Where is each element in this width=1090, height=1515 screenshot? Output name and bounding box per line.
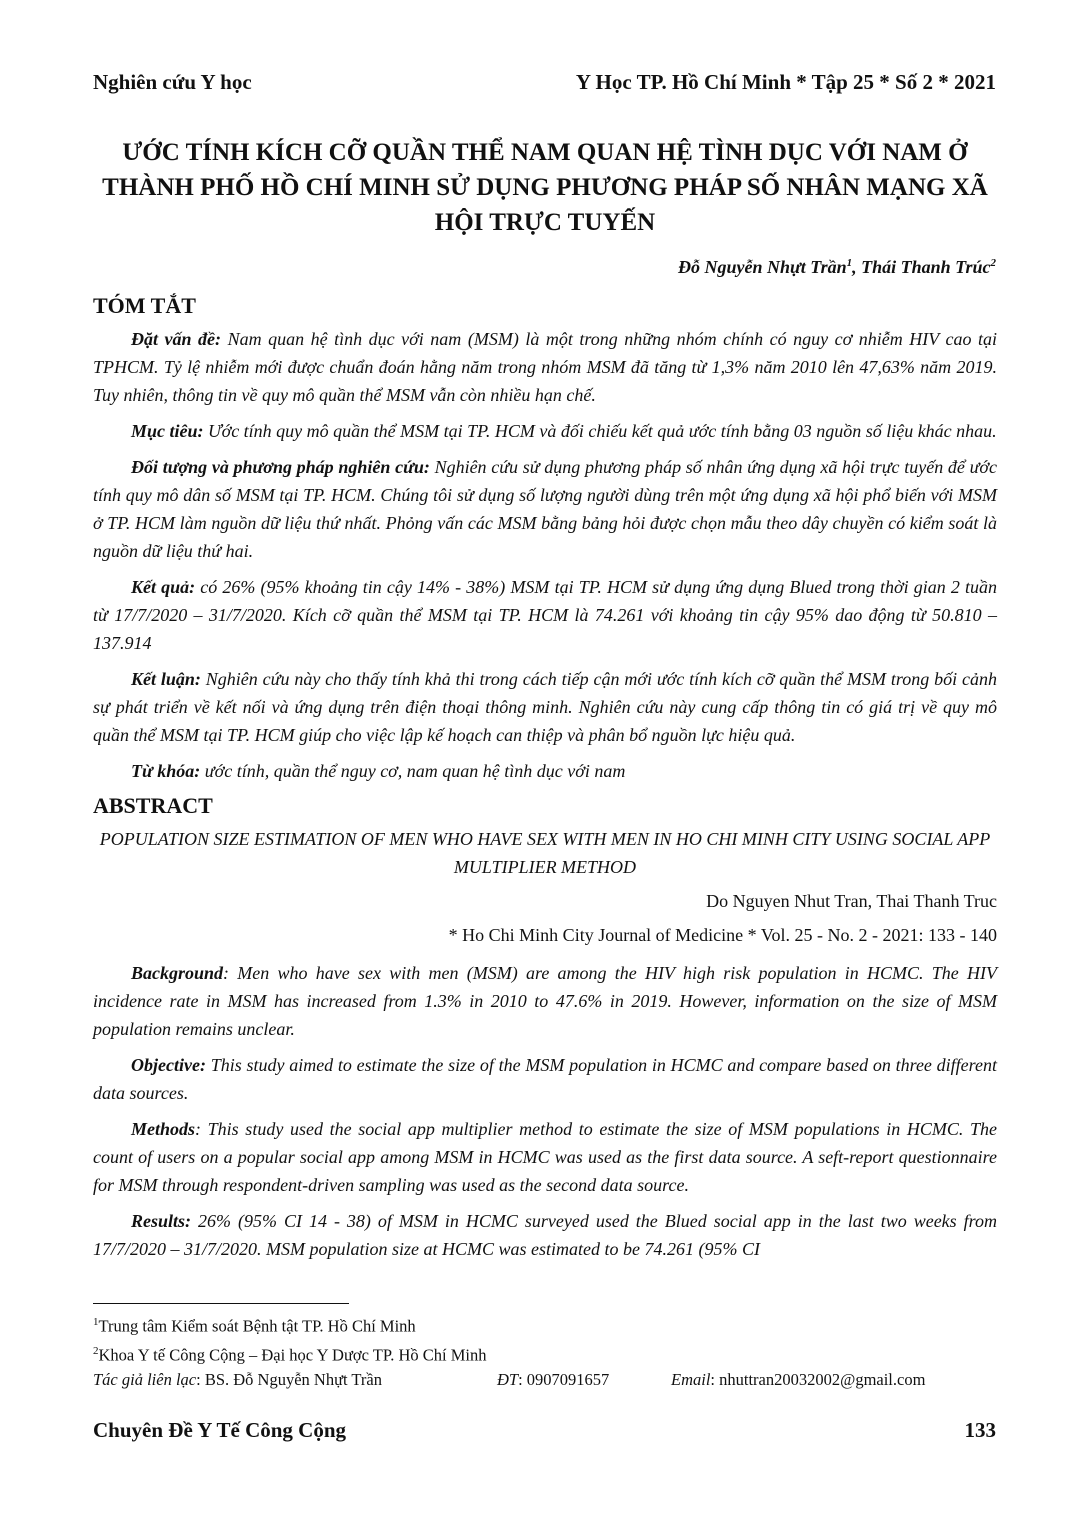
paragraph-label: Methods xyxy=(131,1119,196,1139)
paragraph-label: Kết quả: xyxy=(131,577,196,597)
author-line xyxy=(678,257,996,278)
paragraph-label: Results: xyxy=(131,1211,192,1231)
paragraph-text: : Men who have sex with men (MSM) are among the HIV high risk population in HCMC. The HIV incidence rate in MSM has increased from 1.3% in 2010 to 47.6% in 2019. However, information on the size of MSM population remains unclear. xyxy=(93,963,997,1039)
phone-number: : 0907091657 xyxy=(518,1370,610,1389)
en-title: POPULATION SIZE ESTIMATION OF MEN WHO HAVE SEX WITH MEN IN HO CHI MINH CITY USING SOCIAL APP MULTIPLIER METHOD xyxy=(99,829,991,877)
footnote-mark: 2 xyxy=(93,1344,99,1357)
paragraph-text: 26% (95% CI 14 - 38) of MSM in HCMC surveyed used the Blued social app in the last two weeks from 17/7/2020 – 31/7/2020. MSM population size at HCMC was estimated to be 74.261 (95% CI xyxy=(93,1211,997,1259)
article-title: ƯỚC TÍNH KÍCH CỠ QUẦN THỂ NAM QUAN HỆ TÌNH DỤC VỚI NAM Ở THÀNH PHỐ HỒ CHÍ MINH SỬ DỤNG PHƯƠNG PHÁP SỐ NHÂN MẠNG XÃ HỘI TRỰC TUYẾN xyxy=(102,139,988,236)
paragraph-label: Mục tiêu: xyxy=(131,421,204,441)
footer-section: Chuyên Đề Y Tế Công Cộng xyxy=(93,1418,347,1442)
abstract-paragraph xyxy=(93,325,997,409)
contact-line xyxy=(93,1367,997,1392)
email-address: : nhuttran20032002@gmail.com xyxy=(710,1370,926,1389)
abstract-paragraph xyxy=(93,573,997,657)
vn-abstract-heading: TÓM TẮT xyxy=(93,293,196,318)
en-authors: Do Nguyen Nhut Tran, Thai Thanh Truc xyxy=(706,891,997,911)
contact-label: Tác giả liên lạc xyxy=(93,1370,197,1389)
paragraph-label: Đặt vấn đề: xyxy=(131,329,222,349)
abstract-paragraph xyxy=(93,1051,997,1107)
paragraph-text: có 26% (95% khoảng tin cậy 14% - 38%) MSM tại TP. HCM sử dụng ứng dụng Blued trong thời gian 2 tuần từ 17/7/2020 – 31/7/2020. Kích cỡ quần thể MSM tại TP. HCM là 74.261 với khoảng tin cậy 95% dao động từ 50.810 – 137.914 xyxy=(93,577,997,653)
abstract-paragraph xyxy=(93,453,997,565)
paragraph-text: Nghiên cứu này cho thấy tính khả thi trong cách tiếp cận mới ước tính kích cỡ quần thể MSM trong bối cảnh sự phát triển về kết nối và ứng dụng trên điện thoại thông minh. Nghiên cứu này cung cấp thông tin có giá trị về quy mô quần thể MSM tại TP. HCM giúp cho việc lập kế hoạch can thiệp và phân bổ nguồn lực hiệu quả. xyxy=(93,669,997,745)
footnote-mark: 1 xyxy=(93,1316,99,1328)
abstract-paragraph xyxy=(93,1207,997,1263)
running-header-journal: Y Học TP. Hồ Chí Minh * Tập 25 * Số 2 * 2021 xyxy=(575,70,996,94)
footnote-text: Trung tâm Kiểm soát Bệnh tật TP. Hồ Chí Minh xyxy=(98,1316,416,1336)
phone-label: ĐT xyxy=(497,1370,519,1389)
abstract-paragraph xyxy=(93,959,997,1043)
paragraph-text: ước tính, quần thể nguy cơ, nam quan hệ tình dục với nam xyxy=(200,761,626,781)
paragraph-label: Background xyxy=(131,963,224,983)
paragraph-label: Kết luận: xyxy=(131,669,201,689)
abstract-paragraph xyxy=(93,417,997,445)
citation: * Ho Chi Minh City Journal of Medicine * Vol. 25 - No. 2 - 2021: 133 - 140 xyxy=(448,925,997,945)
abstract-paragraph xyxy=(93,1115,997,1199)
paragraph-label: Từ khóa: xyxy=(131,761,201,781)
footnotes xyxy=(93,1303,997,1392)
abstract-body xyxy=(93,293,997,1271)
running-header-section: Nghiên cứu Y học xyxy=(93,70,252,94)
paragraph-text: : This study used the social app multiplier method to estimate the size of MSM populations in HCMC. The count of users on a popular social app among MSM in HCMC was used as the first data source. A seft-report questionnaire for MSM through respondent-driven sampling was used as the second data source. xyxy=(93,1119,997,1195)
footnote-2 xyxy=(93,1339,997,1368)
footnote-text: Khoa Y tế Công Cộng – Đại học Y Dược TP. Hồ Chí Minh xyxy=(98,1345,487,1364)
abstract-paragraph xyxy=(93,665,997,749)
abstract-paragraph xyxy=(93,757,997,785)
paragraph-text: Nghiên cứu sử dụng phương pháp số nhân ứng dụng xã hội trực tuyến để ước tính quy mô dân số MSM tại TP. HCM. Chúng tôi sử dụng số lượng người dùng trên một ứng dụng xã hội phổ biến với MSM ở TP. HCM làm nguồn dữ liệu thứ nhất. Phỏng vấn các MSM bằng bảng hỏi được chọn mẫu theo dây chuyền có kiểm soát là nguồn dữ liệu thứ hai. xyxy=(93,457,997,561)
affiliation-mark: 1 xyxy=(846,257,853,269)
paragraph-label: Objective: xyxy=(131,1055,206,1075)
footnote-rule xyxy=(93,1303,349,1304)
footnote-1 xyxy=(93,1310,997,1339)
paragraph-text: Nam quan hệ tình dục với nam (MSM) là một trong những nhóm chính có nguy cơ nhiễm HIV cao tại TPHCM. Tỷ lệ nhiễm mới được chuẩn đoán hằng năm trong nhóm MSM đã tăng từ 1,3% năm 2010 lên 47,63% năm 2019. Tuy nhiên, thông tin về quy mô quần thể MSM vẫn còn nhiều hạn chế. xyxy=(93,329,998,405)
email-label: Email xyxy=(671,1370,711,1389)
en-abstract-paragraphs xyxy=(93,959,997,1263)
paragraph-text: This study aimed to estimate the size of the MSM population in HCMC and compare based on three different data sources. xyxy=(93,1055,997,1103)
en-abstract-heading: ABSTRACT xyxy=(93,793,213,818)
paragraph-label: Đối tượng và phương pháp nghiên cứu: xyxy=(131,457,430,477)
affiliation-mark: 2 xyxy=(990,257,996,269)
page-number: 133 xyxy=(964,1418,996,1442)
paragraph-text: Ước tính quy mô quần thể MSM tại TP. HCM và đối chiếu kết quả ước tính bằng 03 nguồn số liệu khác nhau. xyxy=(203,421,997,441)
vn-abstract-paragraphs xyxy=(93,325,997,785)
separator: , xyxy=(852,257,862,277)
author-name: Đỗ Nguyễn Nhựt Trần xyxy=(677,257,847,277)
author-name: Thái Thanh Trúc xyxy=(861,257,991,277)
contact-name: : BS. Đỗ Nguyễn Nhựt Trần xyxy=(196,1370,382,1389)
